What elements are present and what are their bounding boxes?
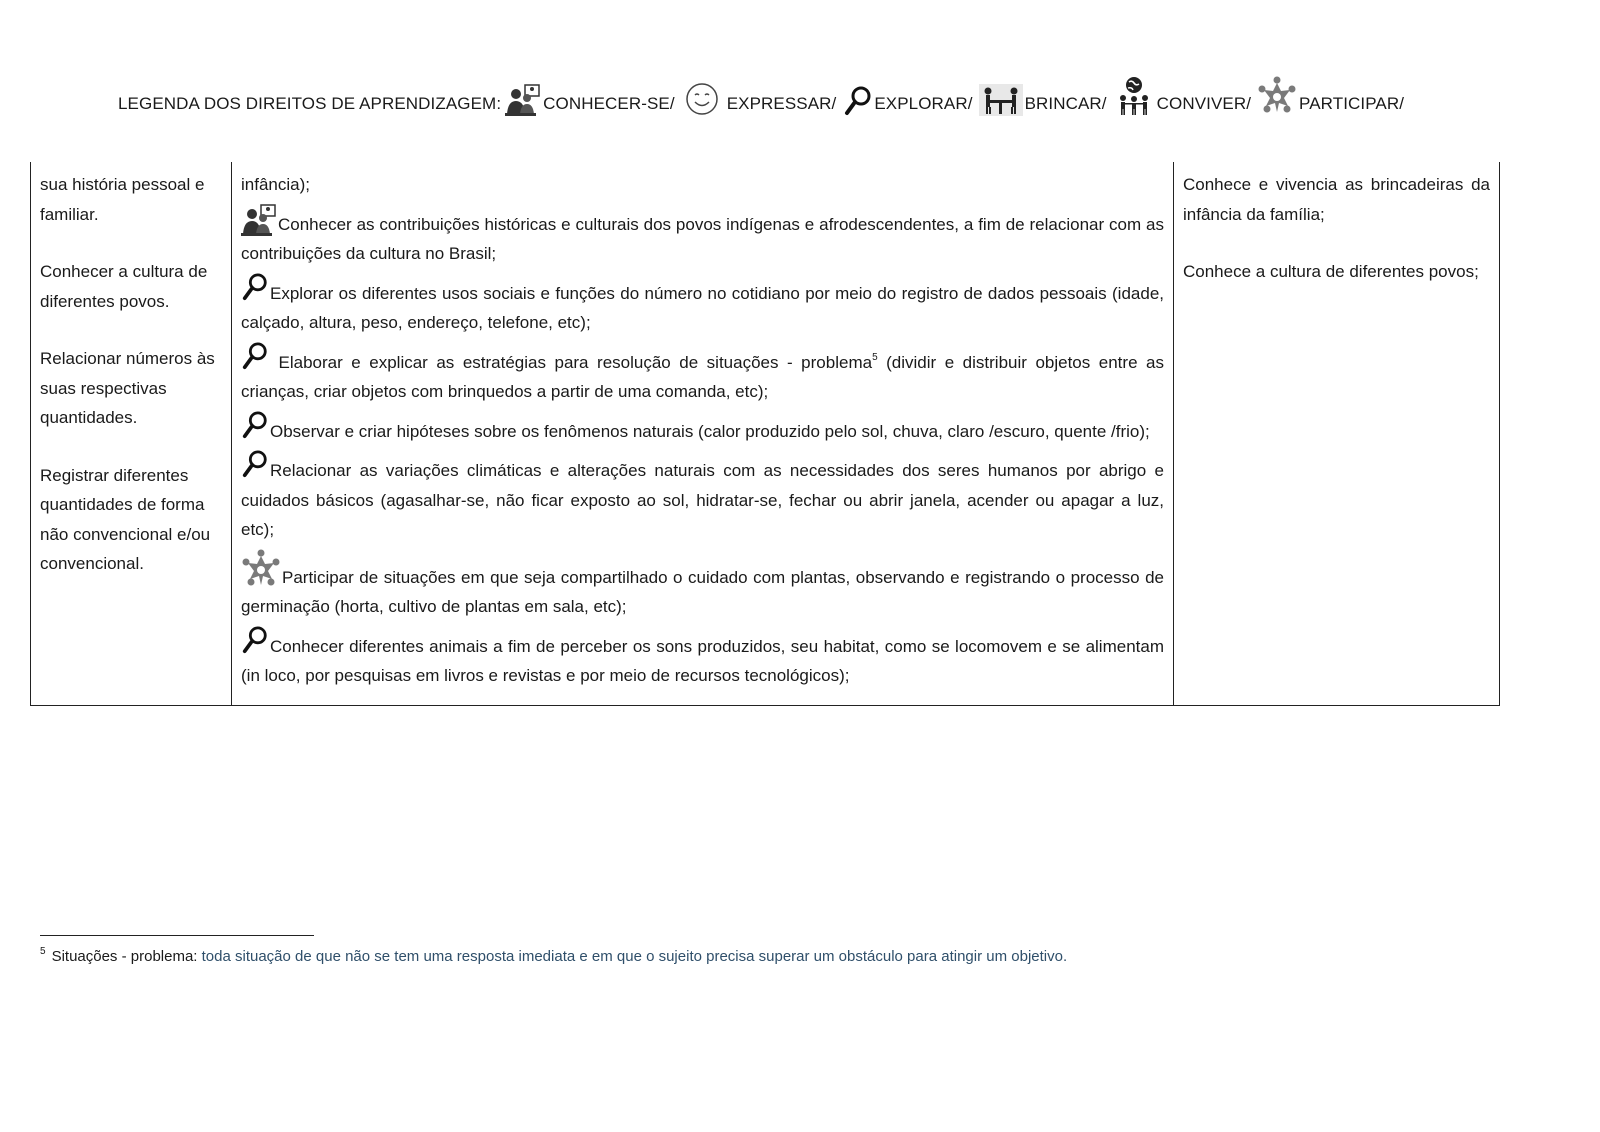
kids-playing-icon — [979, 84, 1023, 116]
learning-rights-legend — [118, 66, 1404, 118]
magnifier-icon — [844, 86, 872, 116]
activity-text: Observar e criar hipóteses sobre os fenômenos naturais (calor produzido pelo sol, chuva, claro /escuro, quente /frio); — [270, 421, 1150, 441]
smiley-icon — [685, 82, 719, 116]
footnote-definition: toda situação de que não se tem uma resposta imediata e em que o sujeito precisa superar um obstáculo para atingir um objetivo. — [201, 948, 1068, 965]
magnifier-icon — [241, 626, 269, 654]
legend-item-explorar — [836, 86, 972, 118]
legend-item-conviver — [1107, 76, 1251, 118]
activity-item — [241, 626, 1164, 691]
activity-item — [241, 549, 1164, 622]
people-board-icon — [505, 84, 541, 116]
activity-text: Conhecer diferentes animais a fim de perceber os sons produzidos, seu habitat, como se locomovem e se alimentam (in loco, por pesquisas em livros e revistas e por meio de recursos tecnológicos); — [241, 636, 1164, 685]
globe-family-icon — [1117, 76, 1151, 116]
legend-label-explorar: EXPLORAR/ — [874, 94, 973, 113]
activity-item — [241, 411, 1164, 447]
activity-item — [241, 342, 1164, 407]
footnote-separator — [40, 935, 314, 936]
activity-item — [241, 273, 1164, 338]
objective-item: Relacionar números às suas respectivas quantidades. — [40, 349, 215, 427]
activity-text: Conhecer as contribuições históricas e culturais dos povos indígenas e afrodescendentes, a fim de relacionar com as contribuições da cultura no Brasil; — [241, 214, 1164, 263]
legend-label-conhecer-se: CONHECER-SE/ — [543, 94, 675, 113]
legend-item-conhecer-se — [501, 84, 675, 118]
activity-text: Relacionar as variações climáticas e alterações naturais com as necessidades dos seres humanos por abrigo e cuidados básicos (agasalhar-se, não ficar exposto ao sol, hidratar-se, fechar ou abrir janela, acender ou apagar a luz, etc); — [241, 461, 1164, 539]
objectives-column — [31, 162, 232, 705]
activity-text: Participar de situações em que seja compartilhado o cuidado com plantas, observando e registrando o processo de germinação (horta, cultivo de plantas em sala, etc); — [241, 567, 1164, 616]
footnote-reference: 5 — [872, 351, 878, 363]
footnote — [40, 948, 1067, 965]
magnifier-icon — [241, 273, 269, 301]
magnifier-icon — [241, 450, 269, 478]
footnote-term: Situações - problema: — [51, 948, 198, 965]
assessment-item: Conhece e vivencia as brincadeiras da infância da família; — [1183, 175, 1490, 224]
activity-text: Explorar os diferentes usos sociais e funções do número no cotidiano por meio do registro de dados pessoais (idade, calçado, altura, peso, endereço, telefone, etc); — [241, 283, 1164, 332]
puzzle-star-icon — [241, 549, 281, 589]
puzzle-star-icon — [1257, 76, 1297, 116]
legend-label-conviver: CONVIVER/ — [1156, 94, 1252, 113]
footnote-number: 5 — [40, 946, 46, 957]
legend-item-expressar — [675, 82, 837, 118]
objective-item: Conhecer a cultura de diferentes povos. — [40, 262, 208, 311]
table-row — [31, 162, 1500, 705]
activity-item — [241, 170, 1164, 200]
curriculum-table — [30, 162, 1500, 706]
legend-item-brincar — [973, 84, 1107, 118]
activities-column — [232, 162, 1174, 705]
legend-label-expressar: EXPRESSAR/ — [726, 94, 837, 113]
activity-text: infância); — [241, 175, 310, 194]
legend-prefix: LEGENDA DOS DIREITOS DE APRENDIZAGEM: — [118, 94, 502, 113]
objective-item: Registrar diferentes quantidades de forma não convencional e/ou convencional. — [40, 465, 211, 573]
legend-label-participar: PARTICIPAR/ — [1299, 94, 1405, 113]
magnifier-icon — [241, 411, 269, 439]
activity-item — [241, 204, 1164, 269]
legend-label-brincar: BRINCAR/ — [1024, 94, 1107, 113]
assessment-column — [1174, 162, 1500, 705]
activity-text: Elaborar e explicar as estratégias para resolução de situações - problema — [270, 352, 873, 372]
legend-item-participar — [1251, 76, 1404, 118]
objective-item: sua história pessoal e familiar. — [40, 175, 205, 224]
assessment-item: Conhece a cultura de diferentes povos; — [1183, 262, 1479, 281]
activity-text-continued: (dividir e distribuir objetos entre as crianças, criar objetos com brinquedos a partir de uma comanda, etc); — [241, 352, 1164, 401]
activity-item — [241, 450, 1164, 545]
people-board-icon — [241, 204, 277, 236]
magnifier-icon — [241, 342, 269, 370]
